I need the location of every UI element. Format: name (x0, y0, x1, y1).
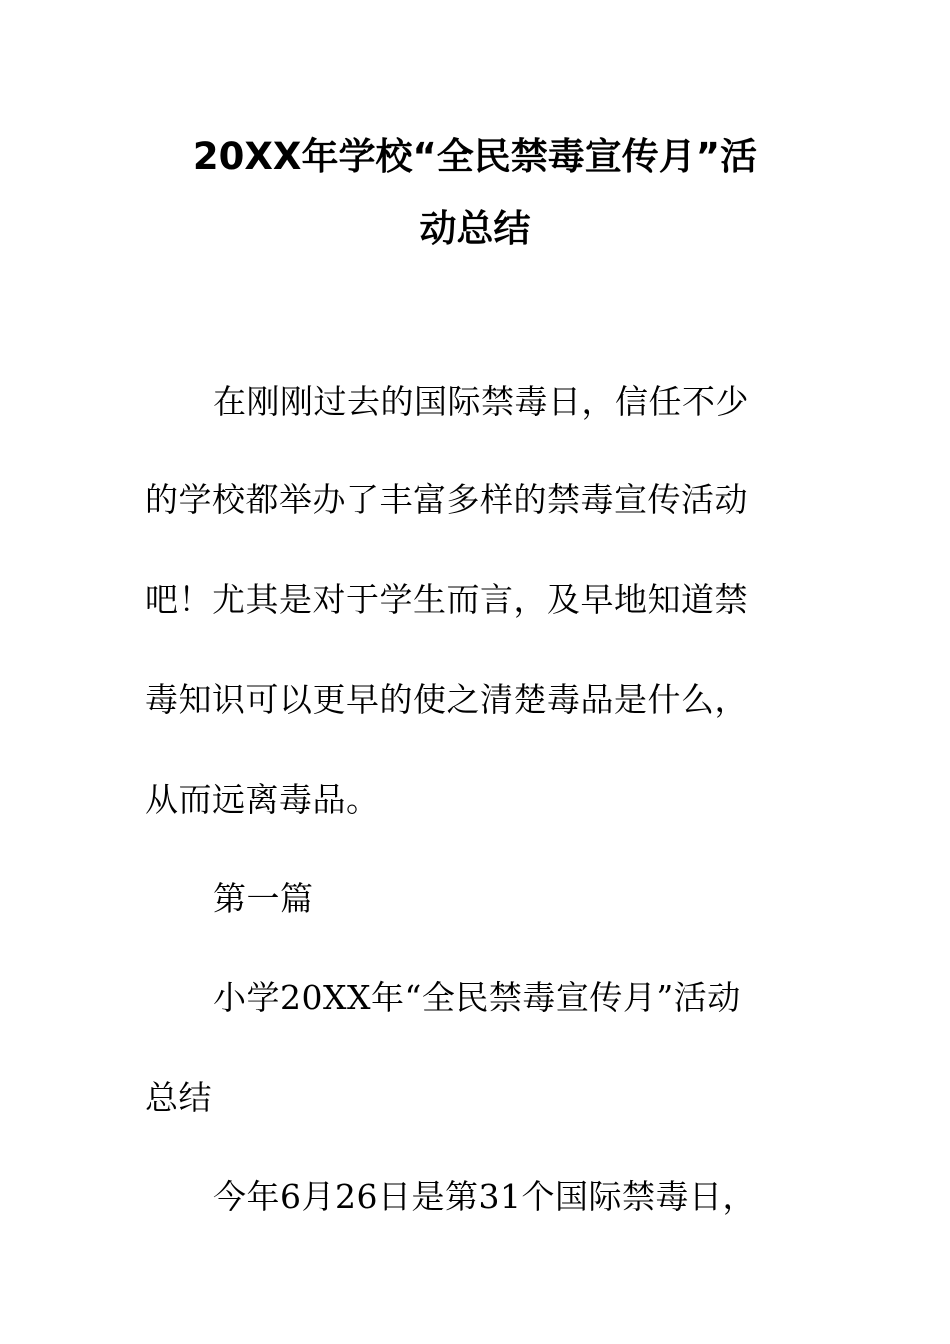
document-title-line-1: 20XX年学校“全民禁毒宣传月”活 (192, 135, 758, 178)
paragraph-1-line-5: 从而远离毒品。 (145, 780, 380, 819)
section-heading: 第一篇 (213, 879, 314, 918)
subtitle-line-1: 小学20XX年“全民禁毒宣传月”活动 (213, 978, 741, 1017)
paragraph-1-line-4: 毒知识可以更早的使之清楚毒品是什么， (145, 680, 748, 719)
paragraph-1-line-3: 吧！尤其是对于学生而言，及早地知道禁 (145, 580, 748, 619)
document-title-line-2: 动总结 (419, 207, 531, 250)
paragraph-2-line-1: 今年6月26日是第31个国际禁毒日， (213, 1177, 756, 1216)
paragraph-1-line-1: 在刚刚过去的国际禁毒日，信任不少 (213, 382, 749, 421)
subtitle-line-2: 总结 (145, 1078, 212, 1117)
paragraph-1-line-2: 的学校都举办了丰富多样的禁毒宣传活动 (145, 480, 748, 519)
